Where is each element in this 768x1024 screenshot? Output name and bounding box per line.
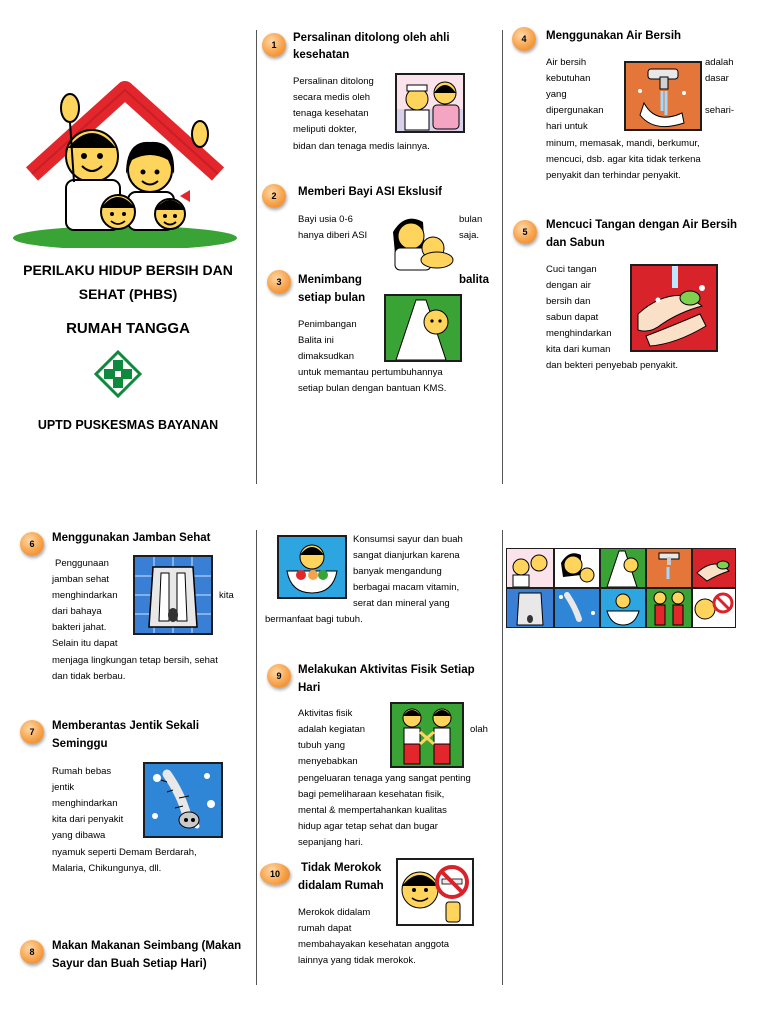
health-cross-logo bbox=[94, 350, 142, 398]
text-line: dimaksudkan bbox=[298, 351, 354, 362]
handwashing-illustration bbox=[630, 264, 718, 352]
section-10-title: Tidak Merokok bbox=[301, 862, 382, 874]
step-number-badge: 9 bbox=[267, 664, 291, 688]
larva-icon bbox=[554, 588, 600, 628]
section-9-title-cont: Hari bbox=[298, 682, 321, 694]
text-line: untuk memantau pertumbuhannya bbox=[298, 367, 443, 378]
text-line: hari untuk bbox=[546, 121, 588, 132]
balanced-meal-illustration bbox=[277, 535, 347, 599]
section-4-title: Menggunakan Air Bersih bbox=[546, 30, 682, 42]
step-number-badge: 6 bbox=[20, 532, 44, 556]
section-1-title: Persalinan ditolong oleh ahli bbox=[293, 32, 450, 44]
icon-collage bbox=[506, 548, 738, 630]
breastfeeding-illustration bbox=[385, 212, 455, 272]
water-tap-icon bbox=[646, 548, 692, 588]
mosquito-larva-illustration bbox=[143, 762, 223, 838]
squat-toilet-illustration bbox=[133, 555, 213, 635]
no-smoking-icon bbox=[692, 588, 736, 628]
text-line: dari bahaya bbox=[52, 606, 102, 617]
text-line: Balita ini bbox=[298, 335, 334, 346]
text-line: berbagai macam vitamin, bbox=[353, 582, 460, 593]
baby-weighing-icon bbox=[600, 548, 646, 588]
text-line: Malaria, Chikungunya, dll. bbox=[52, 863, 162, 874]
text-line: Konsumsi sayur dan buah bbox=[353, 534, 463, 545]
text-line: nyamuk seperti Demam Berdarah, bbox=[52, 847, 197, 858]
text-line: lainnya yang tidak merokok. bbox=[298, 955, 416, 966]
section-5-title-cont: dan Sabun bbox=[546, 237, 605, 249]
text-line: banyak mengandung bbox=[353, 566, 442, 577]
meal-icon bbox=[600, 588, 646, 628]
text-line: sangat dianjurkan karena bbox=[353, 550, 460, 561]
cover-subtitle: RUMAH TANGGA bbox=[66, 320, 190, 337]
text-line: penyakit dan terhindar penyakit. bbox=[546, 170, 681, 181]
text-line: bakteri jahat. bbox=[52, 622, 107, 633]
text-line: bagi pemeliharaan kesehatan fisik, bbox=[298, 789, 445, 800]
step-number-badge: 4 bbox=[512, 27, 536, 51]
text-line: Penggunaan bbox=[55, 558, 109, 569]
toilet-icon bbox=[506, 588, 554, 628]
section-7-title-cont: Seminggu bbox=[52, 738, 108, 750]
text-line: bersih dan bbox=[546, 296, 591, 307]
text-line: kebutuhan bbox=[546, 73, 591, 84]
text-line: tenaga kesehatan bbox=[293, 108, 369, 119]
text-line: rumah dapat bbox=[298, 923, 352, 934]
column-divider bbox=[502, 30, 503, 484]
text-line: olah bbox=[470, 724, 488, 735]
text-line: sepanjang hari. bbox=[298, 837, 363, 848]
step-number-badge: 8 bbox=[20, 940, 44, 964]
cover-title-line1: PERILAKU HIDUP BERSIH DAN bbox=[23, 262, 233, 278]
text-line: menghindarkan bbox=[52, 590, 118, 601]
text-line: menghindarkan bbox=[52, 798, 118, 809]
text-line: menghindarkan bbox=[546, 328, 612, 339]
text-line: Cuci tangan bbox=[546, 264, 597, 275]
section-9-title: Melakukan Aktivitas Fisik Setiap bbox=[298, 664, 475, 676]
text-line: secara medis oleh bbox=[293, 92, 371, 103]
text-line: Bayi usia 0-6 bbox=[298, 214, 353, 225]
text-line: yang bbox=[546, 89, 567, 100]
text-line: adalah bbox=[705, 57, 734, 68]
section-2-title: Memberi Bayi ASI Ekslusif bbox=[298, 186, 443, 198]
step-number-badge: 5 bbox=[513, 220, 537, 244]
handwashing-icon bbox=[692, 548, 736, 588]
text-line: sabun dapat bbox=[546, 312, 599, 323]
baby-weighing-illustration bbox=[384, 294, 462, 362]
step-number-badge: 3 bbox=[267, 270, 291, 294]
text-line: dan bekteri penyebab penyakit. bbox=[546, 360, 679, 371]
column-divider bbox=[502, 530, 503, 985]
step-number-badge: 2 bbox=[262, 184, 286, 208]
text-line: menjaga lingkungan tetap bersih, sehat bbox=[52, 655, 218, 666]
text-line: mencuci, dsb. agar kita tidak terkena bbox=[546, 154, 701, 165]
text-line: saja. bbox=[459, 230, 480, 241]
section-6-title: Menggunakan Jamban Sehat bbox=[52, 532, 211, 544]
text-line: kita bbox=[219, 590, 234, 601]
text-line: pengeluaran tenaga yang sangat penting bbox=[298, 773, 471, 784]
text-line: bermanfaat bagi tubuh. bbox=[265, 614, 363, 625]
section-10-title-cont: didalam Rumah bbox=[298, 880, 384, 892]
exercise-illustration bbox=[390, 702, 464, 768]
text-line: dasar bbox=[705, 73, 729, 84]
cover-organization: UPTD PUSKESMAS BAYANAN bbox=[37, 418, 219, 432]
text-line: kita dari kuman bbox=[546, 344, 611, 355]
exercise-icon bbox=[646, 588, 692, 628]
family-house-illustration bbox=[10, 78, 240, 248]
text-line: menyebabkan bbox=[298, 756, 358, 767]
text-line: jamban sehat bbox=[52, 574, 110, 585]
text-line: minum, memasak, mandi, berkumur, bbox=[546, 138, 700, 149]
text-line: tubuh yang bbox=[298, 740, 346, 751]
section-8-title: Makan Makanan Seimbang (Makan bbox=[52, 940, 242, 952]
text-line: Rumah bebas bbox=[52, 766, 112, 777]
text-line: membahayakan kesehatan anggota bbox=[298, 939, 450, 950]
text-line: hanya diberi ASI bbox=[298, 230, 368, 241]
text-line: bulan bbox=[459, 214, 483, 225]
water-tap-illustration bbox=[624, 61, 702, 131]
text-line: yang dibawa bbox=[52, 830, 106, 841]
text-line: Merokok didalam bbox=[298, 907, 371, 918]
text-line: bidan dan tenaga medis lainnya. bbox=[293, 141, 430, 152]
text-line: dipergunakan bbox=[546, 105, 604, 116]
step-number-badge: 7 bbox=[20, 720, 44, 744]
section-3-title-right: balita bbox=[459, 274, 490, 286]
midwife-icon bbox=[506, 548, 554, 588]
section-8-title-cont: Sayur dan Buah Setiap Hari) bbox=[52, 958, 207, 970]
text-line: meliputi dokter, bbox=[293, 124, 357, 135]
section-1-title-cont: kesehatan bbox=[293, 49, 350, 61]
column-divider bbox=[256, 530, 257, 985]
text-line: Aktivitas fisik bbox=[298, 708, 353, 719]
text-line: setiap bulan dengan bantuan KMS. bbox=[298, 383, 447, 394]
text-line: sehari- bbox=[705, 105, 735, 116]
text-line: mental & mempertahankan kualitas bbox=[298, 805, 447, 816]
cover-title-line2: SEHAT (PHBS) bbox=[78, 286, 178, 302]
section-5-title: Mencuci Tangan dengan Air Bersih bbox=[546, 219, 738, 231]
section-3-title-cont: setiap bulan bbox=[298, 292, 366, 304]
breastfeeding-icon bbox=[554, 548, 600, 588]
text-line: serat dan mineral yang bbox=[353, 598, 450, 609]
column-divider bbox=[256, 30, 257, 484]
text-line: jentik bbox=[52, 782, 75, 793]
no-smoking-illustration bbox=[396, 858, 474, 926]
step-number-badge: 1 bbox=[262, 33, 286, 57]
text-line: adalah kegiatan bbox=[298, 724, 366, 735]
text-line: kita dari penyakit bbox=[52, 814, 124, 825]
text-line: Selain itu dapat bbox=[52, 638, 118, 649]
text-line: Air bersih bbox=[546, 57, 587, 68]
text-line: Persalinan ditolong bbox=[293, 76, 374, 87]
step-number-badge: 10 bbox=[260, 863, 290, 885]
text-line: dan tidak berbau. bbox=[52, 671, 126, 682]
section-7-title: Memberantas Jentik Sekali bbox=[52, 720, 200, 732]
midwife-illustration bbox=[395, 73, 465, 133]
text-line: Penimbangan bbox=[298, 319, 357, 330]
section-3-title: Menimbang bbox=[298, 274, 362, 286]
text-line: hidup agar tetap sehat dan bugar bbox=[298, 821, 438, 832]
text-line: dengan air bbox=[546, 280, 591, 291]
